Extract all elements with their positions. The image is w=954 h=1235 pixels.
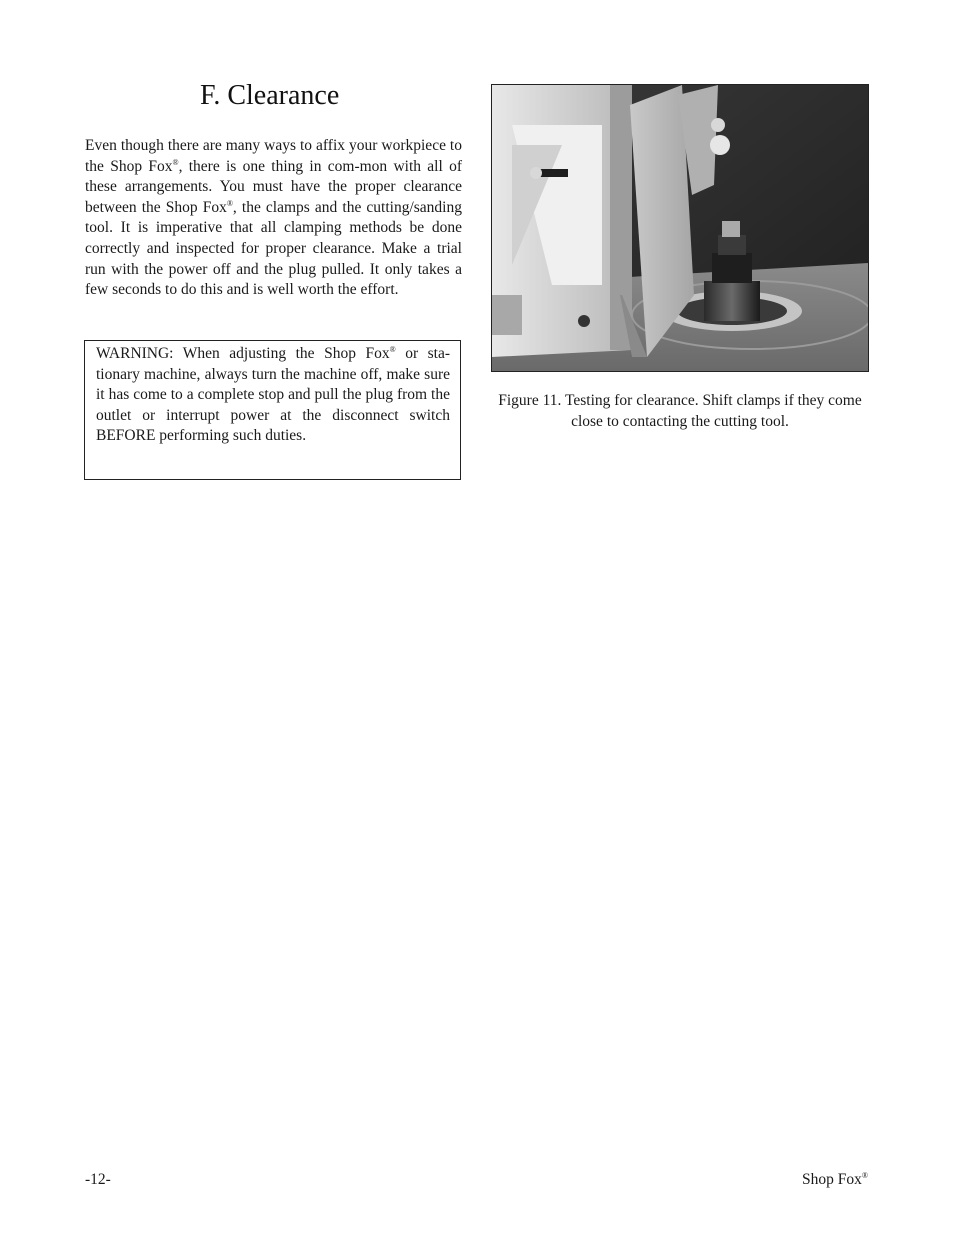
footer-brand-name: Shop Fox — [802, 1171, 862, 1188]
registered-mark: ® — [389, 344, 396, 354]
warning-text — [96, 344, 450, 447]
figure-photo — [491, 84, 869, 372]
registered-mark: ® — [861, 1170, 868, 1180]
warning-text-1: WARNING: When adjusting the Shop Fox — [96, 345, 390, 362]
footer-brand — [802, 1171, 868, 1189]
registered-mark: ® — [172, 157, 179, 167]
page-number: -12- — [85, 1171, 111, 1188]
body-paragraph — [85, 136, 462, 301]
registered-mark: ® — [226, 198, 233, 208]
clearance-photo-illustration — [492, 85, 868, 371]
warning-text-2: or sta-tionary machine, always turn the machine off, make sure it has come to a complete stop and pull the plug from the outlet or interrupt power at the disconnect switch BEFORE performing such duties. — [96, 345, 451, 445]
figure-caption: Figure 11. Testing for clearance. Shift clamps if they come close to contacting the cutting tool. — [498, 392, 862, 430]
body-text-2: , there is one thing in com-mon with all of these arrangements. You must have the proper clearance between the Shop Fox — [85, 157, 462, 216]
body-text-3: , the clamps and the cutting/sanding tool. It is imperative that all clamping methods be done correctly and inspected for proper clearance. Make a trial run with the power off and the plug pulled. It only takes a few seconds to do this and is well worth the effort. — [85, 198, 462, 299]
section-title: F. Clearance — [200, 80, 340, 111]
warning-box — [84, 340, 461, 480]
body-text-1: Even though there are many ways to affix your workpiece to the Shop Fox — [85, 137, 462, 175]
